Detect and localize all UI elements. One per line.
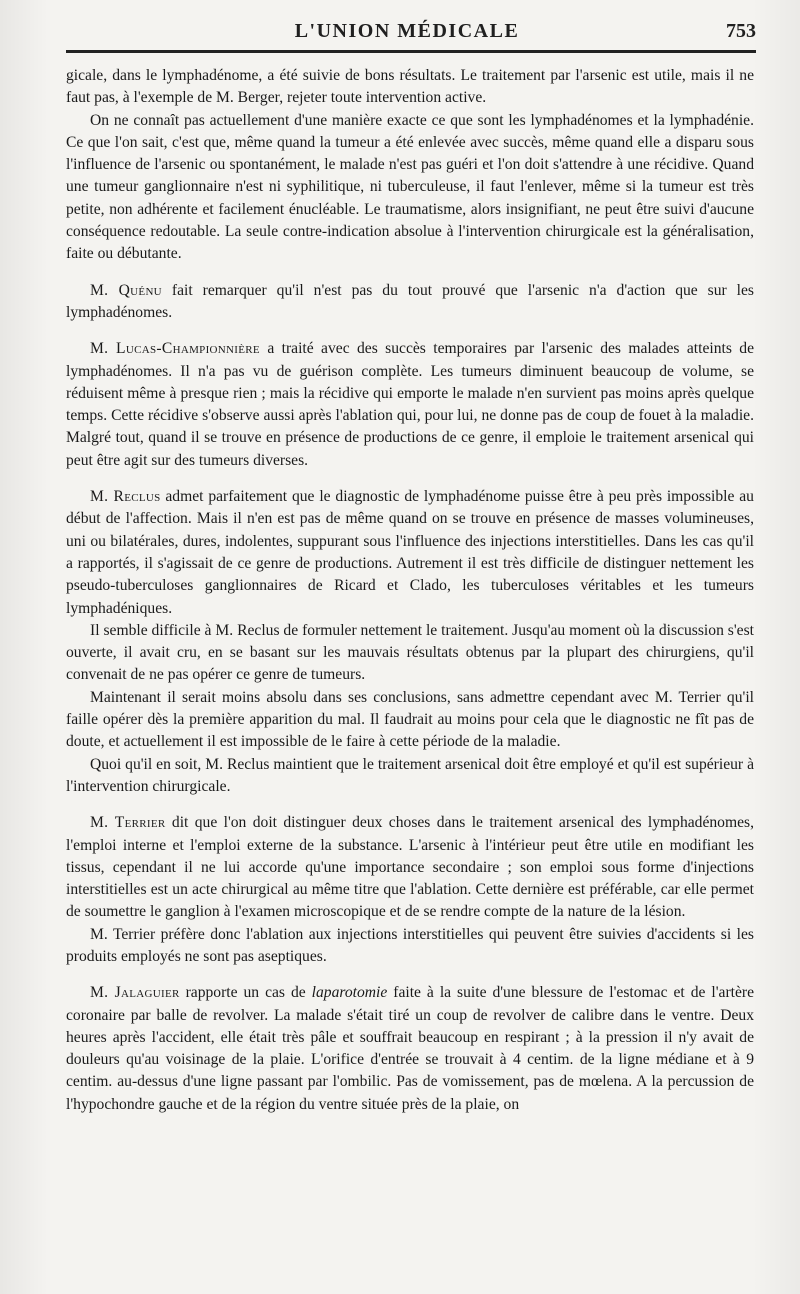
speaker-name: M. Terrier [90,814,166,832]
speaker-name: M. Jalaguier [90,984,180,1002]
paragraph-text: fait remarquer qu'il n'est pas du tout prouvé que l'arsenic n'a d'action que sur les lymphadénomes. [66,281,755,321]
speaker-name: M. Reclus [90,488,161,506]
paragraph-text: On ne connaît pas actuellement d'une manière exacte ce que sont les lymphadénomes et la lymphadénie. Ce que l'on sait, c'est que, même quand la tumeur a été enlevée avec succès, même quand elle a disparu sous l'influence de l'arsenic ou spontanément, le malade n'est pas guéri et l'on doit s'attendre à une récidive. Quand une tumeur ganglionnaire n'est ni syphilitique, ni tuberculeuse, il faut l'enlever, même si la tumeur est très petite, non adhérente et facilement énucléable. Le traumatisme, alors insignifiant, ne peut être suivi d'aucune conséquence redoutable. La seule contre-indication absolue à l'intervention chirurgicale est la généralisation, faite ou débutante. [66,111,754,263]
paragraph [66,982,754,1116]
page-number: 753 [726,20,756,42]
paragraph [66,338,754,472]
paragraph-text: admet parfaitement que le diagnostic de lymphadénome puisse être à peu près impossible au début de l'affection. Mais il n'en est pas de même quand on se trouve en présence de masses volumineuses, uni ou bilatérales, dures, indolentes, suppurant sous l'influence des injections interstitielles. Dans les cas qu'il a rapportés, il s'agissait de ce genre de productions. Autrement il est très difficile de distinguer nettement les pseudo-tuberculoses ganglionnaires de Ricard et Clado, les tuberculoses véritables et les tumeurs lymphadéniques. [66,488,754,617]
paragraph [66,110,754,266]
paragraph [66,687,754,754]
paragraph-text: Quoi qu'il en soit, M. Reclus maintient que le traitement arsenical doit être employé et qu'il est supérieur à l'intervention chirurgicale. [66,755,754,795]
article-body [66,65,754,1116]
paragraph [66,280,754,325]
paragraph-text: Il semble difficile à M. Reclus de formuler nettement le traitement. Jusqu'au moment où la discussion s'est ouverte, il avait cru, en se basant sur les mauvais résultats obtenus par la plupart des chirurgiens, qu'il convenait de ne pas opérer ce genre de tumeurs. [66,621,754,684]
paragraph [66,620,754,687]
paragraph [66,65,754,110]
paragraph-text: M. Terrier préfère donc l'ablation aux injections interstitielles qui peuvent être suivies d'accidents si les produits employés ne sont pas aseptiques. [66,925,754,965]
page-header [58,18,756,52]
running-title: L'UNION MÉDICALE [294,20,520,42]
speaker-name: M. Quénu [90,281,162,299]
paragraph-text: Maintenant il serait moins absolu dans ses conclusions, sans admettre cependant avec M. Terrier qu'il faille opérer dès la première apparition du mal. Il faudrait au moins pour cela que le diagnostic ne fît pas de doute, et actuellement il est impossible de le faire à cette période de la maladie. [66,688,754,751]
paragraph-text: gicale, dans le lymphadénome, a été suivie de bons résultats. Le traitement par l'arsenic est utile, mais il ne faut pas, à l'exemple de M. Berger, rejeter toute intervention active. [66,67,754,107]
paragraph-text: faite à la suite d'une blessure de l'estomac et de l'artère coronaire par balle de revolver. La malade s'était tiré un coup de revolver de calibre dans le ventre. Deux heures après l'accident, elle était très pâle et souffrait beaucoup en respirant ; à la pression il n'y avait de douleurs qu'au voisinage de la plaie. L'orifice d'entrée se trouvait à 4 centim. de la ligne médiane et à 9 centim. au-dessus d'une ligne passant par l'ombilic. Pas de vomissement, pas de mœlena. A la percussion de l'hypochondre gauche et de la région du ventre située près de la plaie, on [66,984,755,1113]
paragraph [66,754,754,799]
speaker-name: M. Lucas-Championnière [90,340,260,358]
italic-term: laparotomie [311,984,388,1002]
header-rule [66,50,756,53]
paragraph-text: rapporte un cas de [185,984,306,1002]
paragraph [66,924,754,969]
paragraph [66,486,754,620]
paragraph-text: a traité avec des succès temporaires par l'arsenic des malades atteints de lymphadénomes. Il n'a pas vu de guérison complète. Les tumeurs diminuent beaucoup de volume, se réduisent même à presque rien ; mais la récidive qui emporte le malade n'en survient pas moins après quelque temps. Cette récidive s'observe aussi après l'ablation qui, pour lui, ne donne pas de coup de fouet à la maladie. Malgré tout, quand il se trouve en présence de productions de ce genre, il emploie le traitement arsenical qui peut être agit sur des tumeurs diverses. [66,340,754,469]
paragraph-text: dit que l'on doit distinguer deux choses dans le traitement arsenical des lymphadénomes, l'emploi interne et l'emploi externe de la substance. L'arsenic à l'intérieur peut être utile en modifiant les tissus, cependant il ne lui accorde qu'une importance secondaire ; son emploi sous forme d'injections interstitielles est un acte chirurgical au même titre que l'ablation. Cette dernière est préférable, car elle permet de soumettre le ganglion à l'examen microscopique et de se rendre compte de la nature de la lésion. [66,814,754,921]
paragraph [66,812,754,923]
